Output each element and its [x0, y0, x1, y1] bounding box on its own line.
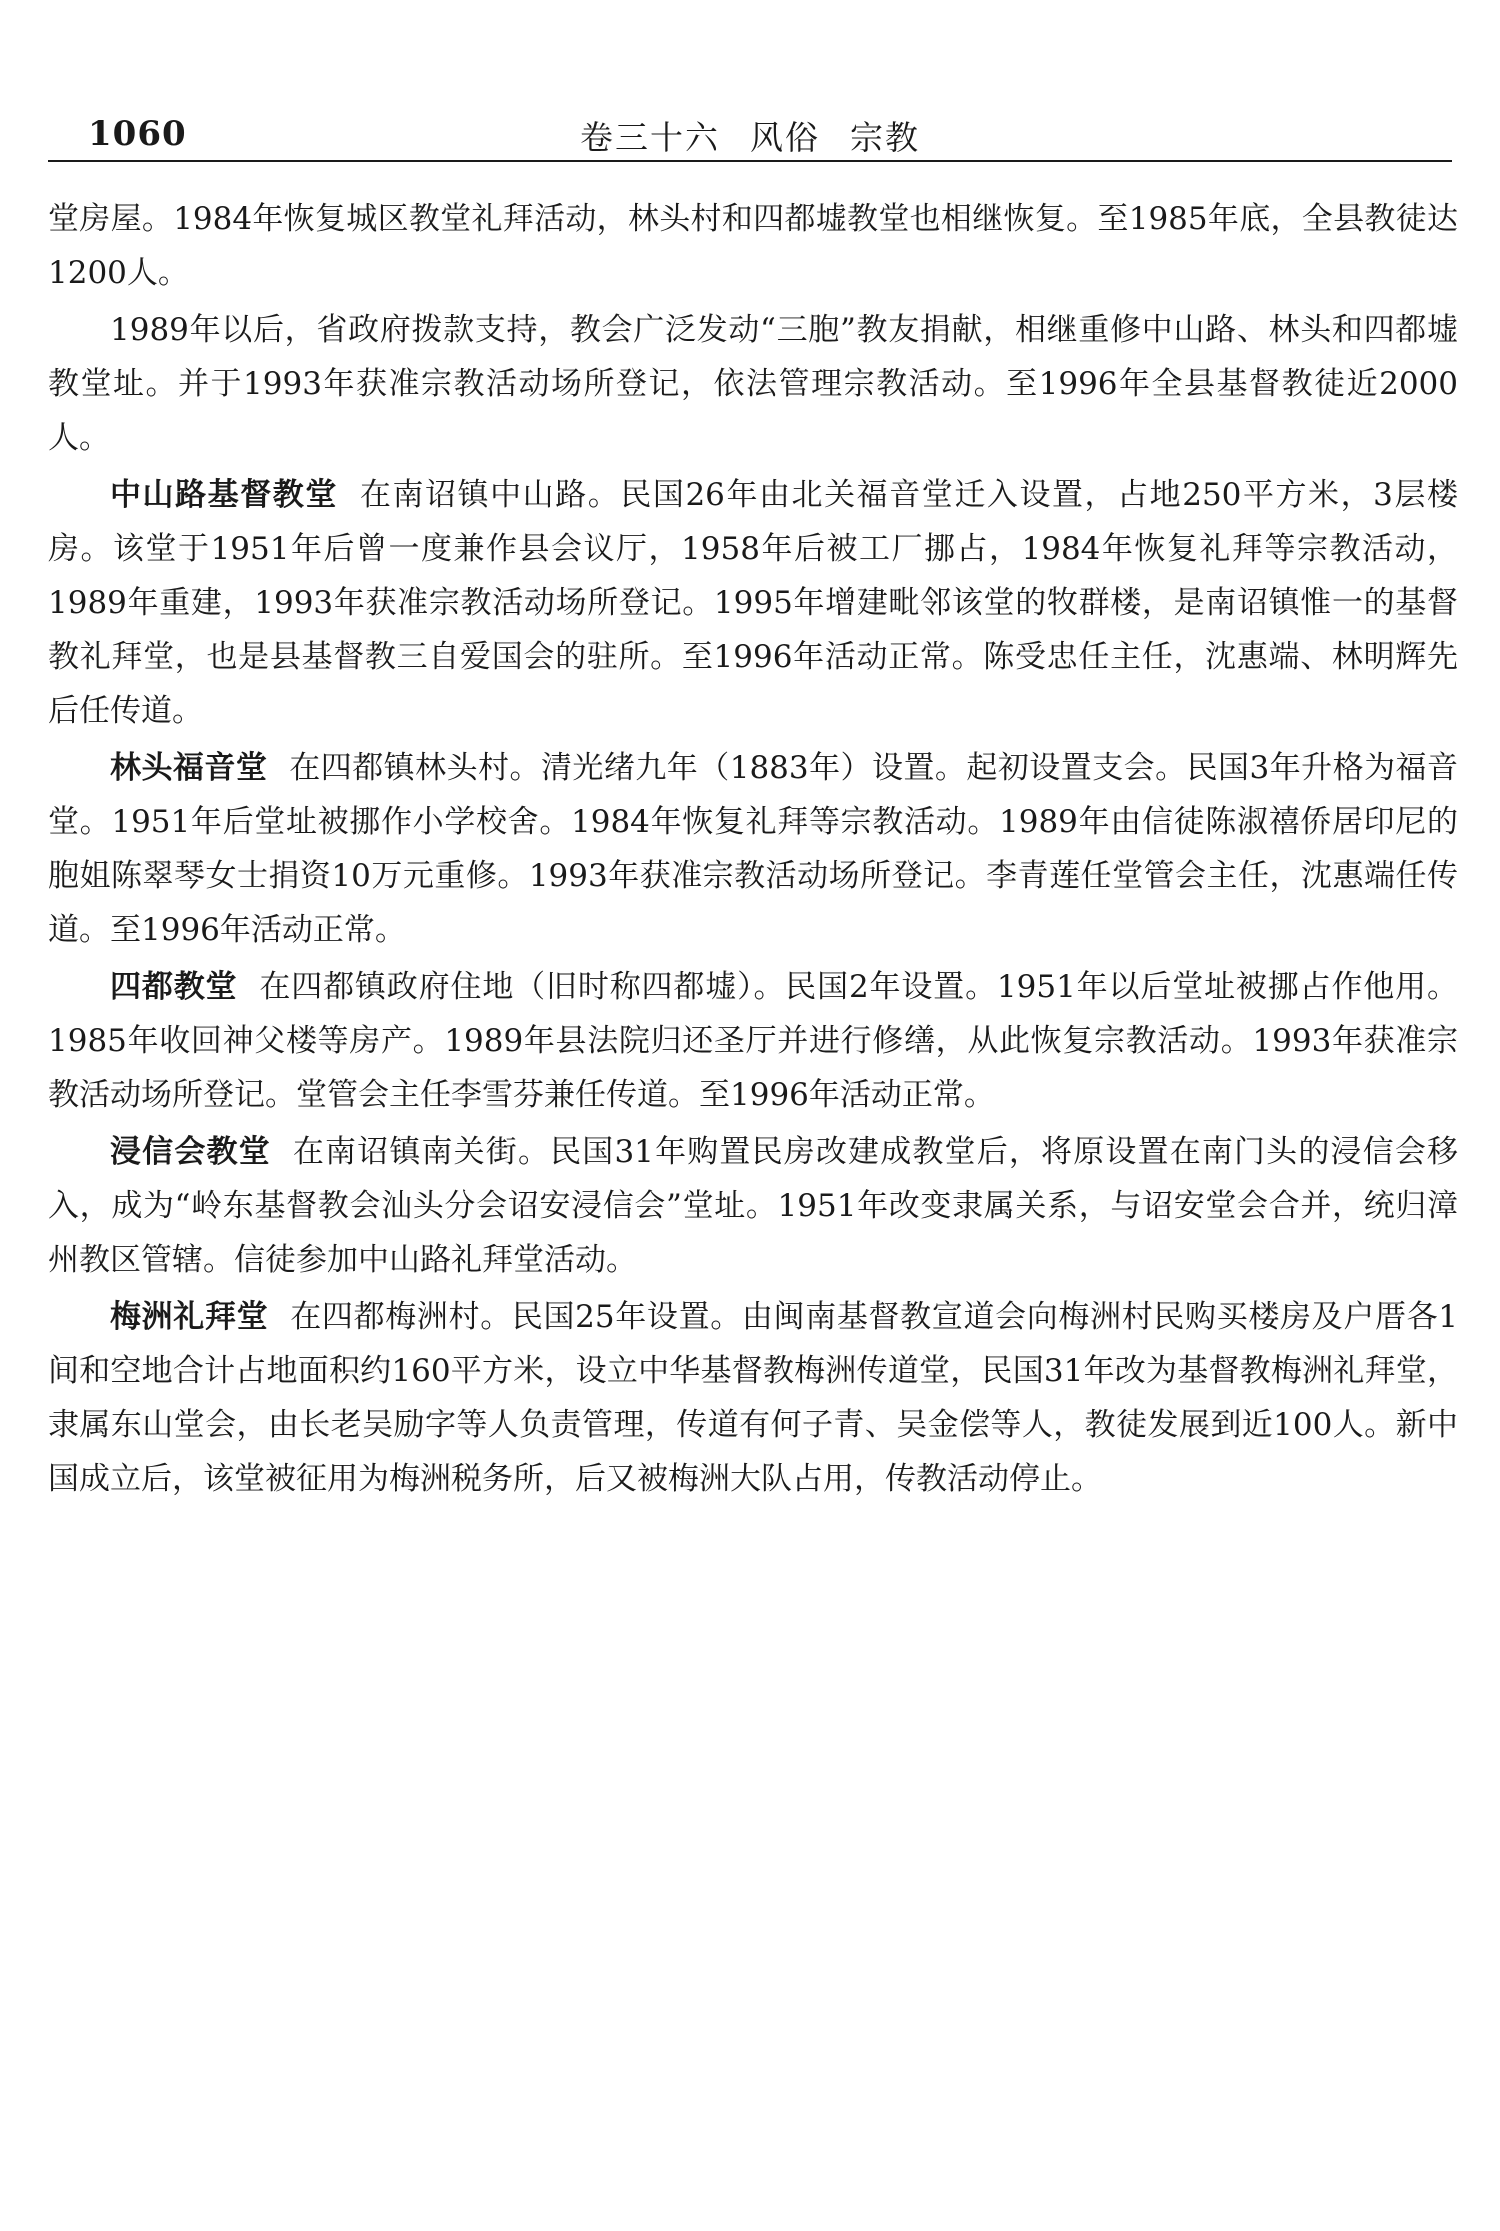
entry-heading: 梅洲礼拜堂 — [110, 1299, 269, 1335]
entry-text: 在四都镇林头村。清光绪九年（1883年）设置。起初设置支会。民国3年升格为福音堂。1951年后堂址被挪作小学校舍。1984年恢复礼拜等宗教活动。1989年由信徒陈淑禧侨居印尼的胞姐陈翠琴女士捐资10万元重修。1993年获准宗教活动场所登记。李青莲任堂管会主任，沈惠端任传道。至1996年活动正常。 — [48, 750, 1458, 948]
page-number: 1060 — [88, 114, 187, 154]
entry-sidu-church — [48, 960, 1458, 1122]
entry-meizhou-chapel — [48, 1290, 1458, 1506]
entry-text: 在四都镇政府住地（旧时称四都墟）。民国2年设置。1951年以后堂址被挪占作他用。1985年收回神父楼等房产。1989年县法院归还圣厅并进行修缮，从此恢复宗教活动。1993年获准宗教活动场所登记。堂管会主任李雪芬兼任传道。至1996年活动正常。 — [48, 969, 1458, 1113]
entry-text: 在南诏镇南关街。民国31年购置民房改建成教堂后，将原设置在南门头的浸信会移入，成为“岭东基督教会汕头分会诏安浸信会”堂址。1951年改变隶属关系，与诏安堂会合并，统归漳州教区管辖。信徒参加中山路礼拜堂活动。 — [48, 1134, 1458, 1278]
volume-title: 卷三十六 — [580, 118, 720, 157]
entry-heading: 四都教堂 — [110, 969, 238, 1005]
paragraph-text: 1989年以后，省政府拨款支持，教会广泛发动“三胞”教友捐献，相继重修中山路、林头和四都墟教堂址。并于1993年获准宗教活动场所登记，依法管理宗教活动。至1996年全县基督教徒近2000人。 — [48, 312, 1458, 456]
page-body — [48, 192, 1458, 1509]
entry-zhongshanlu-church — [48, 468, 1458, 738]
paragraph-continued — [48, 192, 1458, 300]
entry-lintou-gospel-hall — [48, 741, 1458, 957]
entry-text: 在南诏镇中山路。民国26年由北关福音堂迁入设置，占地250平方米，3层楼房。该堂于1951年后曾一度兼作县会议厅，1958年后被工厂挪占，1984年恢复礼拜等宗教活动，1989年重建，1993年获准宗教活动场所登记。1995年增建毗邻该堂的牧群楼，是南诏镇惟一的基督教礼拜堂，也是县基督教三自爱国会的驻所。至1996年活动正常。陈受忠任主任，沈惠端、林明辉先后任传道。 — [48, 477, 1458, 729]
entry-heading: 浸信会教堂 — [110, 1134, 271, 1170]
paragraph-text: 堂房屋。1984年恢复城区教堂礼拜活动，林头村和四都墟教堂也相继恢复。至1985年底，全县教徒达1200人。 — [48, 201, 1458, 291]
running-title — [48, 112, 1452, 159]
subsection-title: 宗教 — [850, 118, 920, 157]
page-header — [48, 108, 1452, 162]
entry-heading: 林头福音堂 — [110, 750, 268, 786]
entry-baptist-church — [48, 1125, 1458, 1287]
entry-text: 在四都梅洲村。民国25年设置。由闽南基督教宣道会向梅洲村民购买楼房及户厝各1间和空地合计占地面积约160平方米，设立中华基督教梅洲传道堂，民国31年改为基督教梅洲礼拜堂，隶属东山堂会，由长老吴励字等人负责管理，传道有何子青、吴金偿等人，教徒发展到近100人。新中国成立后，该堂被征用为梅洲税务所，后又被梅洲大队占用，传教活动停止。 — [48, 1299, 1459, 1497]
section-title: 风俗 — [750, 118, 820, 157]
paragraph-funding — [48, 303, 1458, 465]
entry-heading: 中山路基督教堂 — [110, 477, 338, 513]
